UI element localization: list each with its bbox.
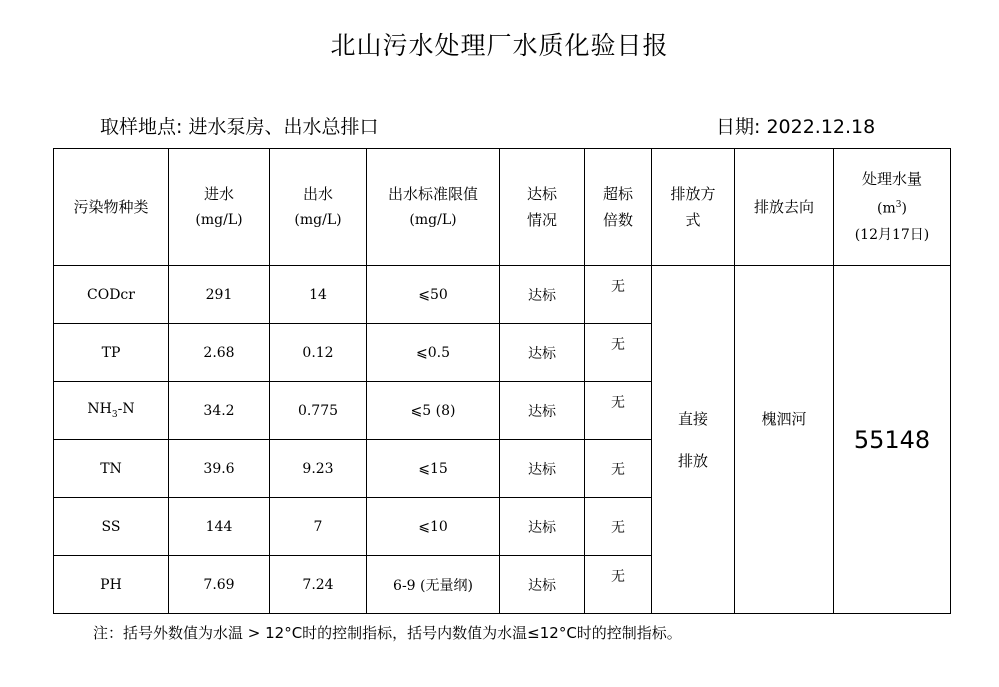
header-limit-label: 出水标准限值 <box>387 185 478 203</box>
cell-status: 达标 <box>500 324 585 382</box>
header-destination-label: 排放去向 <box>753 198 814 216</box>
header-inflow <box>169 149 270 266</box>
cell-pollutant: CODcr <box>54 266 169 324</box>
cell-inflow: 2.68 <box>169 324 270 382</box>
cell-outflow: 7.24 <box>270 556 367 614</box>
cell-pollutant <box>54 382 169 440</box>
header-pollutant <box>54 149 169 266</box>
treated-volume-value: 55148 <box>853 425 931 454</box>
pollutant-nh3-subscript: 3 <box>111 409 118 420</box>
header-compliance <box>500 149 585 266</box>
cell-limit: ⩽10 <box>367 498 500 556</box>
cell-limit: 6-9 (无量纲) <box>367 556 500 614</box>
cell-status: 达标 <box>500 556 585 614</box>
header-compliance-line1: 达标 <box>526 185 557 203</box>
pollutant-nh3-main: NH <box>87 401 112 418</box>
cell-pollutant: TN <box>54 440 169 498</box>
header-limit-unit: (mg/L) <box>409 212 457 228</box>
header-method <box>652 149 735 266</box>
cell-pollutant: SS <box>54 498 169 556</box>
header-volume-unit <box>834 192 950 222</box>
cell-exceed: 无 <box>585 498 652 556</box>
header-compliance-line2: 情况 <box>526 211 557 229</box>
cell-limit: ⩽15 <box>367 440 500 498</box>
table-row <box>54 266 951 324</box>
header-outflow-unit: (mg/L) <box>294 212 342 228</box>
header-inflow-unit: (mg/L) <box>195 212 243 228</box>
cell-status: 达标 <box>500 266 585 324</box>
cell-inflow: 39.6 <box>169 440 270 498</box>
discharge-method-line2: 排放 <box>677 451 708 470</box>
volume-unit-prefix: (m <box>877 200 896 217</box>
cell-status: 达标 <box>500 440 585 498</box>
discharge-destination: 槐泗河 <box>761 409 807 428</box>
cell-discharge-destination <box>735 266 834 614</box>
header-inflow-label: 进水 <box>203 185 234 203</box>
header-exceed-line2: 倍数 <box>602 211 633 229</box>
table-header-row <box>54 149 951 266</box>
cell-exceed: 无 <box>585 556 652 614</box>
cell-exceed: 无 <box>585 324 652 382</box>
header-outflow <box>270 149 367 266</box>
cell-discharge-method <box>652 266 735 614</box>
cell-pollutant: TP <box>54 324 169 382</box>
header-destination <box>735 149 834 266</box>
pollutant-nh3-suffix: -N <box>117 401 135 418</box>
cell-exceed: 无 <box>585 266 652 324</box>
cell-inflow: 7.69 <box>169 556 270 614</box>
report-date: 日期: 2022.12.18 <box>716 116 876 138</box>
header-pollutant-label: 污染物种类 <box>73 198 149 216</box>
header-exceed <box>585 149 652 266</box>
footnote: 注：括号外数值为水温 > 12°C时的控制指标，括号内数值为水温≤12°C时的控制指标。 <box>93 624 682 642</box>
cell-limit: ⩽5 (8) <box>367 382 500 440</box>
header-volume-label: 处理水量 <box>861 170 922 189</box>
cell-inflow: 144 <box>169 498 270 556</box>
report-title: 北山污水处理厂水质化验日报 <box>330 31 669 60</box>
header-exceed-line1: 超标 <box>602 185 633 203</box>
cell-pollutant: PH <box>54 556 169 614</box>
cell-outflow: 9.23 <box>270 440 367 498</box>
cell-treated-volume <box>834 266 951 614</box>
header-volume-date: (12月17日) <box>854 226 930 243</box>
volume-unit-superscript: 3 <box>895 200 902 211</box>
header-volume <box>834 149 951 266</box>
cell-limit: ⩽0.5 <box>367 324 500 382</box>
sampling-location: 取样地点: 进水泵房、出水总排口 <box>100 116 379 138</box>
cell-status: 达标 <box>500 498 585 556</box>
cell-status: 达标 <box>500 382 585 440</box>
header-method-line2: 式 <box>685 211 701 229</box>
cell-outflow: 14 <box>270 266 367 324</box>
cell-outflow: 0.12 <box>270 324 367 382</box>
water-quality-table <box>53 148 951 614</box>
volume-unit-suffix: ) <box>901 200 907 217</box>
header-outflow-label: 出水 <box>302 185 333 203</box>
cell-inflow: 291 <box>169 266 270 324</box>
cell-exceed: 无 <box>585 382 652 440</box>
header-limit <box>367 149 500 266</box>
discharge-method-line1: 直接 <box>677 409 708 428</box>
cell-outflow: 0.775 <box>270 382 367 440</box>
cell-inflow: 34.2 <box>169 382 270 440</box>
header-method-line1: 排放方 <box>670 185 716 203</box>
cell-outflow: 7 <box>270 498 367 556</box>
cell-exceed: 无 <box>585 440 652 498</box>
cell-limit: ⩽50 <box>367 266 500 324</box>
